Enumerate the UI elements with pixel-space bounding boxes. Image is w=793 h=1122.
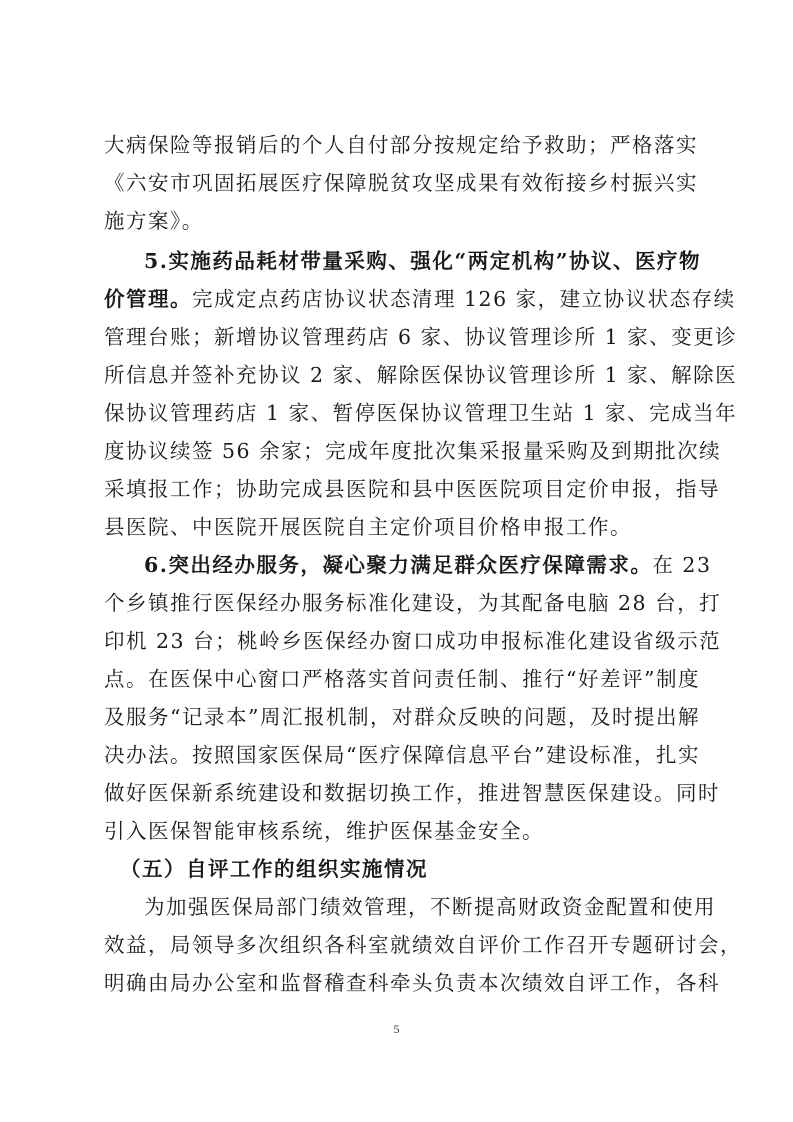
text-line — [104, 282, 736, 316]
section-6-heading: 6.突出经办服务，凝心聚力满足群众医疗保障需求。 — [144, 553, 653, 577]
text-line: 及服务“记录本”周汇报机制，对群众反映的问题，及时提出解 — [104, 705, 700, 729]
page-number: 5 — [393, 1022, 400, 1036]
text-line: 为加强医保局部门绩效管理，不断提高财政资金配置和使用 — [144, 895, 716, 919]
text-line: 点。在医保中心窗口严格落实首问责任制、推行“好差评”制度 — [104, 667, 700, 691]
text-line: 引入医保智能审核系统，维护医保基金安全。 — [104, 819, 544, 843]
text-line: 施方案》。 — [104, 209, 204, 233]
text-line: 个乡镇推行医保经办服务标准化建设，为其配备电脑 28 台，打 — [104, 591, 722, 615]
text-line: 管理台账；新增协议管理药店 6 家、协议管理诊所 1 家、变更诊 — [104, 325, 738, 349]
text-line: 所信息并签补充协议 2 家、解除医保协议管理诊所 1 家、解除医 — [104, 363, 738, 387]
text-line: 决办法。按照国家医保局“医疗保障信息平台”建设标准，扎实 — [104, 743, 700, 767]
text-line: 保协议管理药店 1 家、暂停医保协议管理卫生站 1 家、完成当年 — [104, 401, 738, 425]
text-line: 做好医保新系统建设和数据切换工作，推进智慧医保建设。同时 — [104, 781, 720, 805]
text-line — [144, 548, 712, 582]
text-line: 明确由局办公室和监督稽查科牵头负责本次绩效自评工作，各科 — [104, 971, 720, 995]
text-line: 效益，局领导多次组织各科室就绩效自评价工作召开专题研讨会， — [104, 933, 742, 957]
section-5-heading-end: 价管理。 — [104, 287, 192, 311]
text-line: 度协议续签 56 余家；完成年度批次集采报量采购及到期批次续 — [104, 439, 722, 463]
section-5-text: 完成定点药店协议状态清理 126 家，建立协议状态存续 — [192, 287, 736, 311]
section-five-heading: （五）自评工作的组织实施情况 — [120, 857, 428, 881]
text-line: 采填报工作；协助完成县医院和县中医医院项目定价申报，指导 — [104, 477, 720, 501]
text-line: 《六安市巩固拓展医疗保障脱贫攻坚成果有效衔接乡村振兴实 — [104, 171, 698, 195]
section-6-text: 在 23 — [652, 553, 712, 577]
text-line: 印机 23 台；桃岭乡医保经办窗口成功申报标准化建设省级示范 — [104, 629, 722, 653]
text-line: 大病保险等报销后的个人自付部分按规定给予救助；严格落实 — [104, 133, 698, 157]
text-line: 县医院、中医院开展医院自主定价项目价格申报工作。 — [104, 515, 632, 539]
section-5-heading: 5.实施药品耗材带量采购、强化“两定机构”协议、医疗物 — [144, 249, 701, 273]
